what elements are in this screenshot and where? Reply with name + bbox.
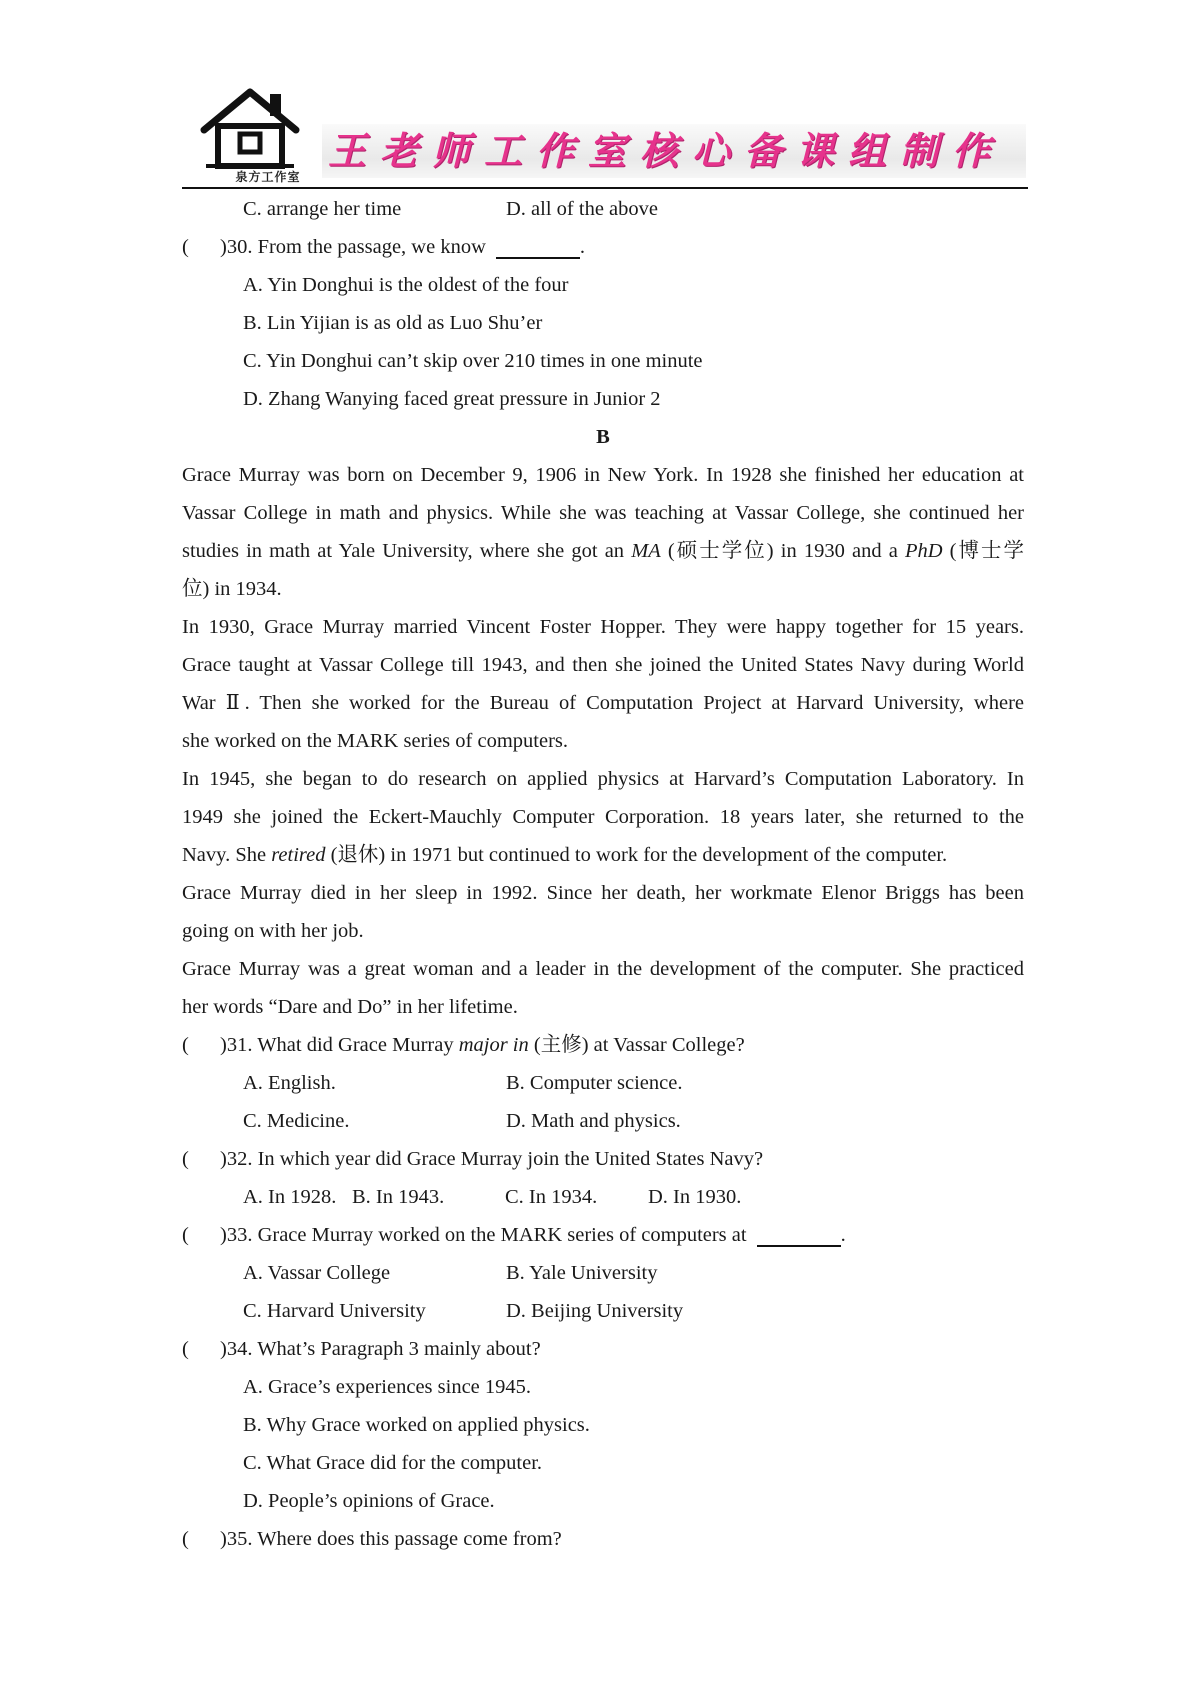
section-heading: B (596, 426, 610, 448)
question-text: )34. What’s Paragraph 3 mainly about? (220, 1338, 541, 1360)
logo-caption: 泉方工作室 (235, 170, 301, 184)
document-body (182, 190, 1024, 1558)
option-d: D. People’s opinions of Grace. (243, 1490, 495, 1512)
header-rule (182, 187, 1028, 189)
question-35 (182, 1520, 1024, 1558)
passage-line: Navy. She retired (退休) in 1971 but continued to work for the development of the computer. (182, 844, 948, 866)
question-32 (182, 1140, 1024, 1178)
option-b: B. Why Grace worked on applied physics. (243, 1414, 590, 1436)
option-a: A. Grace’s experiences since 1945. (243, 1376, 532, 1398)
option-row (182, 1064, 1024, 1102)
option-row (182, 1102, 1024, 1140)
question-text: )32. In which year did Grace Murray join the United States Navy? (220, 1148, 764, 1170)
option-c: C. What Grace did for the computer. (243, 1452, 543, 1474)
question-34 (182, 1330, 1024, 1368)
option-d: D. In 1930. (648, 1186, 742, 1208)
passage-line: Vassar College in math and physics. While she was teaching at Vassar College, she continued her (182, 502, 1024, 524)
option-a: A. Yin Donghui is the oldest of the four (243, 274, 569, 296)
option-c: C. Medicine. (243, 1110, 350, 1132)
question-text: )33. Grace Murray worked on the MARK series of computers at (220, 1224, 747, 1246)
passage-line: 位) in 1934. (182, 578, 282, 600)
option-a: A. Vassar College (243, 1262, 391, 1284)
option-d: D. Beijing University (506, 1300, 684, 1322)
passage-line: Grace Murray was born on December 9, 1906 in New York. In 1928 she finished her education at (182, 464, 1024, 486)
question-31: ( )31. What did Grace Murray major in (主修) at Vassar College? (182, 1026, 1024, 1064)
house-logo-icon (198, 84, 302, 184)
passage-line: Grace Murray died in her sleep in 1992. Since her death, her workmate Elenor Briggs has been (182, 882, 1024, 904)
passage-line: In 1945, she began to do research on applied physics at Harvard’s Computation Laboratory. In (182, 768, 1024, 790)
passage-line: War Ⅱ. Then she worked for the Bureau of Computation Project at Harvard University, where (182, 692, 1024, 714)
option-c: C. Yin Donghui can’t skip over 210 times in one minute (243, 350, 703, 372)
passage-line: going on with her job. (182, 920, 364, 942)
answer-bracket: ( (182, 1528, 189, 1550)
option-b: B. Yale University (506, 1262, 658, 1284)
answer-bracket: ( (182, 1148, 189, 1170)
question-end: . (579, 236, 586, 258)
passage-line: her words “Dare and Do” in her lifetime. (182, 996, 518, 1018)
answer-bracket: ( (182, 1224, 189, 1246)
passage-line: she worked on the MARK series of computers. (182, 730, 569, 752)
option-b: B. In 1943. (352, 1186, 445, 1208)
question-text: )35. Where does this passage come from? (220, 1528, 562, 1550)
passage-line: Grace taught at Vassar College till 1943, and then she joined the United States Navy during World (182, 654, 1024, 676)
option-row (182, 190, 1024, 228)
question-text: )30. From the passage, we know (220, 236, 486, 258)
answer-blank (496, 237, 580, 259)
question-33 (182, 1216, 1024, 1254)
answer-blank (757, 1225, 841, 1247)
option-d: D. Math and physics. (506, 1110, 681, 1132)
option-a: A. In 1928. (243, 1186, 337, 1208)
option-d: D. Zhang Wanying faced great pressure in Junior 2 (243, 388, 661, 410)
passage-line: 1949 she joined the Eckert-Mauchly Computer Corporation. 18 years later, she returned to the (182, 806, 1024, 828)
option-row (182, 1254, 1024, 1292)
option-d: D. all of the above (506, 198, 658, 220)
option-c: C. Harvard University (243, 1300, 426, 1322)
passage-line: Grace Murray was a great woman and a leader in the development of the computer. She practiced (182, 958, 1024, 980)
passage-line: In 1930, Grace Murray married Vincent Foster Hopper. They were happy together for 15 years. (182, 616, 1024, 638)
question-end: . (840, 1224, 846, 1246)
answer-bracket: ( (182, 1338, 189, 1360)
passage-line: studies in math at Yale University, where she got an MA (硕士学位) in 1930 and a PhD (博士学 (182, 540, 1024, 562)
option-b: B. Lin Yijian is as old as Luo Shu’er (243, 312, 543, 334)
option-row (182, 1292, 1024, 1330)
option-c: C. arrange her time (243, 198, 402, 220)
option-b: B. Computer science. (506, 1072, 683, 1094)
answer-bracket: ( (182, 236, 189, 258)
option-c: C. In 1934. (505, 1186, 598, 1208)
banner-title: 王老师工作室核心备课组制作 (328, 129, 1005, 173)
option-row (182, 1178, 1024, 1216)
question-30 (182, 228, 1024, 266)
option-a: A. English. (243, 1072, 336, 1094)
page-header (182, 80, 1028, 190)
answer-bracket: ( (182, 1034, 189, 1056)
